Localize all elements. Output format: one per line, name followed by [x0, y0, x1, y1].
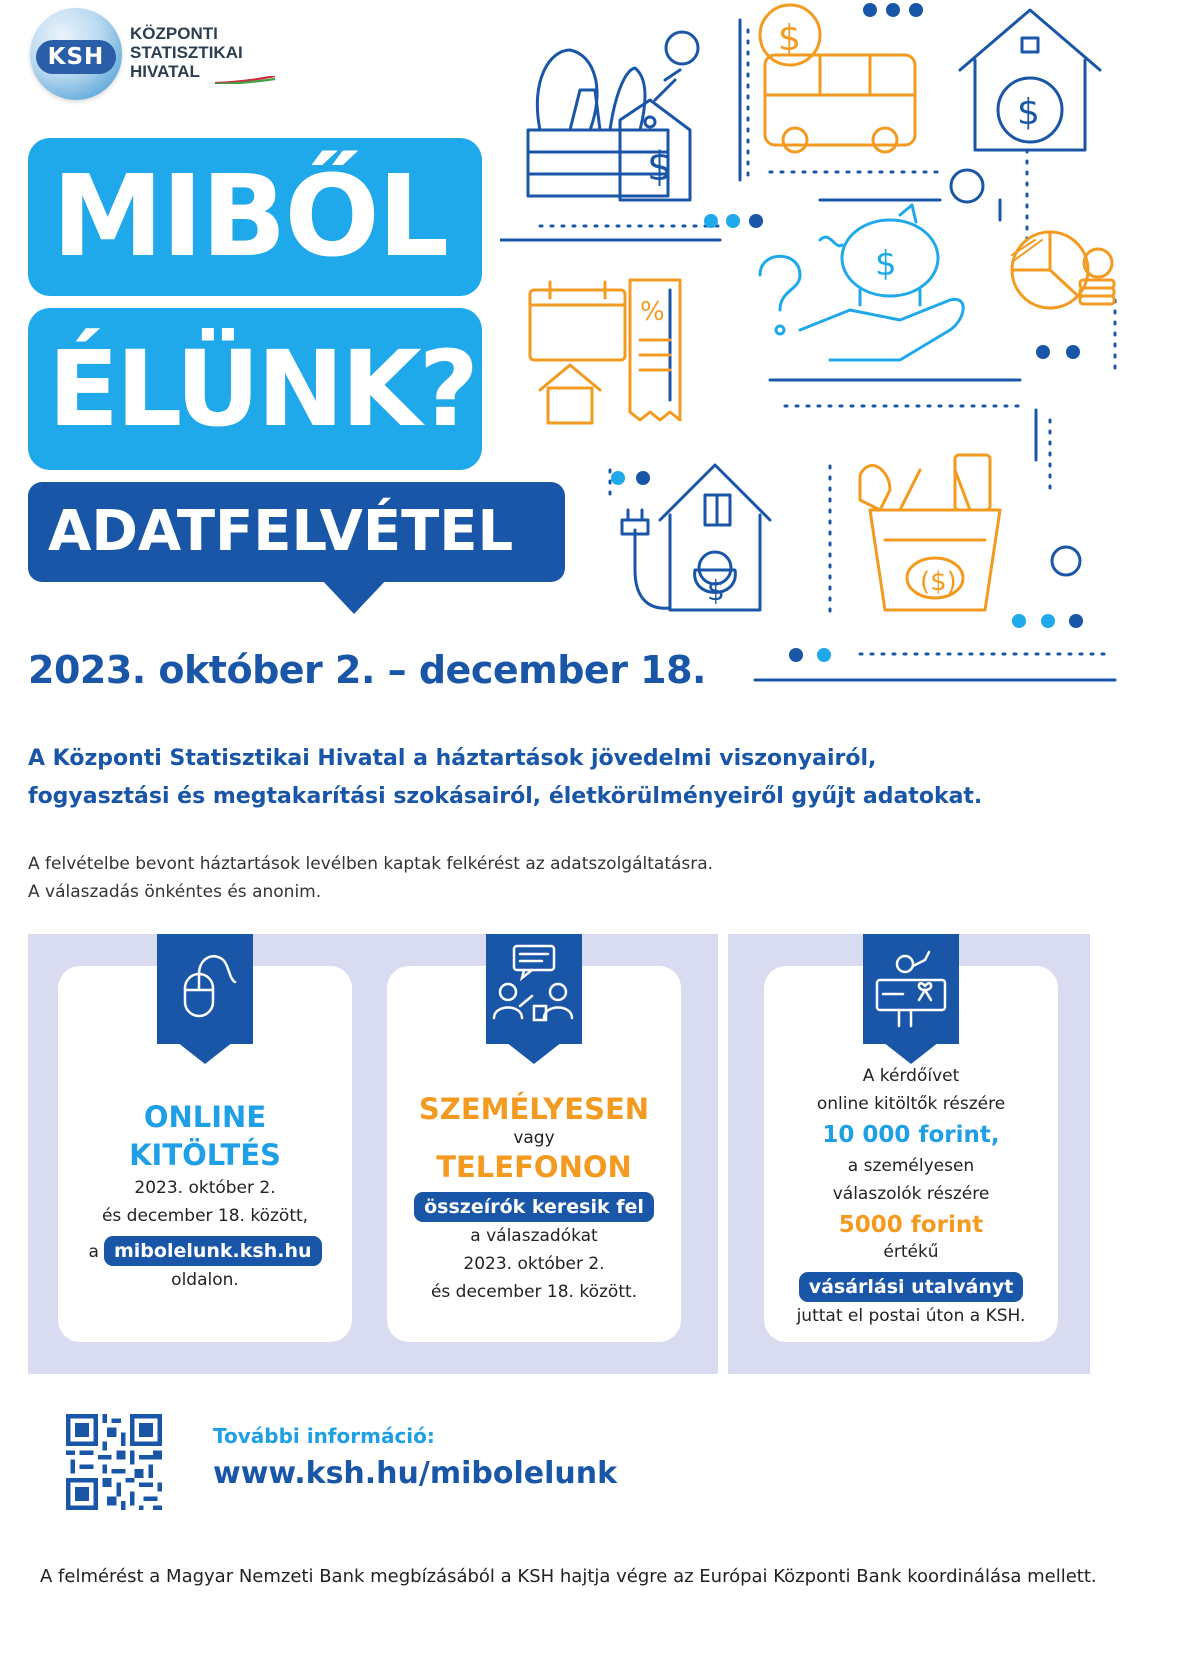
- online-url-link[interactable]: mibolelunk.ksh.hu: [104, 1236, 322, 1266]
- online-title1: ONLINE: [143, 1100, 267, 1134]
- logo-text: [130, 24, 243, 81]
- piggy-bank-icon: [760, 205, 963, 360]
- personal-text2: 2023. október 2.: [463, 1254, 605, 1274]
- grocery-tag-icon: [528, 50, 690, 200]
- voucher-pill: vásárlási utalványt: [799, 1272, 1024, 1302]
- household-finance-illustration: [500, 0, 1200, 700]
- voucher-text2: online kitöltők részére: [816, 1094, 1006, 1114]
- voucher-amount1: 10 000 forint,: [822, 1122, 1000, 1148]
- svg-text:$: $: [875, 244, 897, 284]
- personal-icon-tab: [486, 934, 582, 1044]
- decorative-dots: [611, 3, 1083, 662]
- online-prefix: a: [88, 1242, 99, 1262]
- footer-note: A felmérést a Magyar Nemzeti Bank megbízásából a KSH hajtja végre az Európai Központi Bank koordinálása mellett.: [40, 1566, 1097, 1587]
- online-title2: KITÖLTÉS: [129, 1138, 281, 1172]
- personal-or: vagy: [513, 1128, 555, 1148]
- note-line2: A válaszadás önkéntes és anonim.: [28, 882, 322, 902]
- svg-text:($): ($): [920, 567, 957, 597]
- bills-calendar-icon: [530, 280, 680, 423]
- svg-text:%: %: [640, 297, 665, 327]
- flag-swoosh-icon: [215, 76, 275, 84]
- qr-code[interactable]: [66, 1414, 162, 1510]
- personal-text1: a válaszadókat: [470, 1226, 598, 1246]
- lead-paragraph: [28, 740, 1128, 816]
- svg-text:$: $: [647, 144, 673, 190]
- logo-abbr: KSH: [36, 40, 116, 74]
- note-line1: A felvételbe bevont háztartások levélben kaptak felkérést az adatszolgáltatásra.: [28, 854, 714, 874]
- online-tab-tip: [177, 1042, 233, 1064]
- voucher-text1: A kérdőívet: [862, 1066, 960, 1086]
- voucher-text3: a személyesen: [847, 1156, 975, 1176]
- voucher-icon-tab: [863, 934, 959, 1044]
- bus-icon: [760, 5, 915, 152]
- lead-line1: A Központi Statisztikai Hivatal a háztartások jövedelmi viszonyairól,: [28, 746, 877, 771]
- mouse-icon: [157, 934, 253, 1044]
- voucher-text6: juttat el postai úton a KSH.: [796, 1306, 1026, 1326]
- ring-dot: [666, 32, 698, 64]
- speech-bubble-tip: [320, 578, 388, 614]
- shopping-basket-icon: [860, 455, 1000, 610]
- logo-line1: KÖZPONTI: [130, 24, 218, 43]
- logo-line3: HIVATAL: [130, 62, 200, 81]
- voucher-text5: értékű: [883, 1242, 939, 1262]
- voucher-amount2: 5000 forint: [838, 1212, 984, 1238]
- personal-tab-tip: [506, 1042, 562, 1064]
- title-line3: ADATFELVÉTEL: [28, 482, 565, 582]
- lead-line2: fogyasztási és megtakarítási szokásairól, életkörülményeiről gyűjt adatokat.: [28, 784, 983, 809]
- house-dollar-icon: [960, 10, 1100, 150]
- personal-title1: SZEMÉLYESEN: [418, 1092, 650, 1126]
- personal-pill: összeírók keresik fel: [414, 1192, 654, 1222]
- logo-line2: STATISZTIKAI: [130, 43, 243, 62]
- personal-text3: és december 18. között.: [430, 1282, 638, 1302]
- pie-chart-icon: [1012, 232, 1114, 308]
- title-line1: MIBŐL: [28, 138, 482, 296]
- ksh-logo: [30, 8, 280, 108]
- online-text1: 2023. október 2.: [134, 1178, 276, 1198]
- voucher-tab-tip: [883, 1042, 939, 1064]
- note-paragraph: [28, 850, 1128, 906]
- online-suffix: oldalon.: [171, 1270, 239, 1290]
- svg-text:$: $: [778, 18, 801, 59]
- online-text2: és december 18. között,: [101, 1206, 309, 1226]
- online-icon-tab: [157, 934, 253, 1044]
- date-range: 2023. október 2. – december 18.: [28, 648, 706, 692]
- title-line2: ÉLÜNK?: [28, 308, 482, 470]
- house-utility-icon: [622, 465, 770, 610]
- svg-text:$: $: [1017, 92, 1040, 133]
- personal-title2: TELEFONON: [436, 1150, 632, 1184]
- interview-icon: [486, 934, 582, 1044]
- more-info-label: További információ:: [213, 1424, 435, 1448]
- voucher-text4: válaszolók részére: [832, 1184, 990, 1204]
- gift-card-icon: [863, 934, 959, 1044]
- svg-text:$: $: [707, 574, 725, 607]
- more-info-url-link[interactable]: www.ksh.hu/mibolelunk: [213, 1456, 618, 1491]
